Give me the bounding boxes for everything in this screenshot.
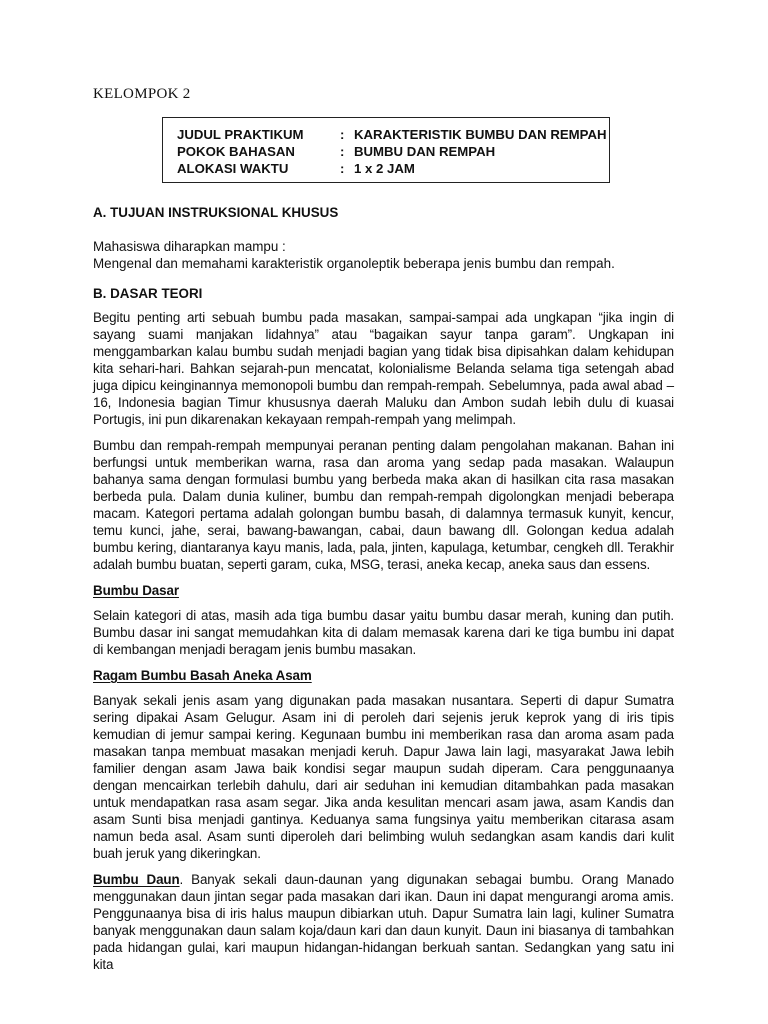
subheading-ragam-bumbu-basah: Ragam Bumbu Basah Aneka Asam [93, 668, 312, 683]
paragraph-bumbu-daun [93, 871, 674, 973]
info-separator: : [340, 127, 345, 142]
info-row-time [177, 160, 609, 177]
objective-line: Mengenal dan memahami karakteristik organoleptik beberapa jenis bumbu dan rempah. [93, 256, 615, 271]
practicum-info-box [162, 117, 610, 183]
paragraph-text: . Banyak sekali daun-daunan yang digunakan sebagai bumbu. Orang Manado menggunakan daun jintan segar pada masakan dari ikan. Daun ini dapat mengurangi aroma amis. Penggunaanya bisa di iris halus maupun dibiarkan utuh. Dapur Sumatra lain lagi, kuliner Sumatra banyak menggunakan daun salam koja/daun kari dan daun kunyit. Daun ini biasanya di tambahkan pada hidangan gulai, kari maupun hidangan-hidangan berkuah santan. Sedangkan yang satu ini kita [93, 872, 674, 972]
info-separator: : [340, 144, 345, 159]
subheading-bumbu-dasar: Bumbu Dasar [93, 583, 179, 598]
info-label: POKOK BAHASAN [177, 144, 295, 159]
info-row-title [177, 126, 609, 143]
info-label: ALOKASI WAKTU [177, 161, 289, 176]
info-value: 1 x 2 JAM [354, 161, 415, 176]
paragraph: Begitu penting arti sebuah bumbu pada masakan, sampai-sampai ada ungkapan “jika ingin di sayang suami manjakan lidahnya” atau “bagaikan sayur tanpa garam”. Ungkapan ini menggambarkan kalau bumbu sudah menjadi bagian yang tidak bisa dipisahkan dalam kehidupan kita sehari-hari. Bahkan sejarah-pun mencatat, kolonialisme Belanda selama tiga setengah abad juga dipicu keinginannya memonopoli bumbu dan rempah-rempah. Sebelumnya, pada awal abad –16, Indonesia bagian Timur khususnya daerah Maluku dan Ambon sudah lebih dulu di kuasai Portugis, ini pun dikarenakan kekayaan rempah-rempah yang melimpah. [93, 310, 674, 427]
section-a-body [93, 238, 683, 272]
info-separator: : [340, 161, 345, 176]
section-b-body [93, 309, 674, 982]
objective-line: Mahasiswa diharapkan mampu : [93, 239, 286, 254]
paragraph: Selain kategori di atas, masih ada tiga bumbu dasar yaitu bumbu dasar merah, kuning dan putih. Bumbu dasar ini sangat memudahkan kita di dalam memasak karena dari ke tiga bumbu ini dapat di kembangan menjadi beragam jenis bumbu masakan. [93, 608, 674, 657]
info-value: KARAKTERISTIK BUMBU DAN REMPAH [354, 127, 607, 142]
paragraph: Bumbu dan rempah-rempah mempunyai peranan penting dalam pengolahan makanan. Bahan ini berfungsi untuk memberikan warna, rasa dan aroma yang sedap pada masakan. Walaupun bahanya sama dengan formulasi bumbu yang berbeda maka akan di hasilkan cita rasa masakan berbeda pula. Dalam dunia kuliner, bumbu dan rempah-rempah digolongkan menjadi beberapa macam. Kategori pertama adalah golongan bumbu basah, di dalamnya termasuk kunyit, kencur, temu kunci, jahe, serai, bawang-bawangan, cabai, daun bawang dll. Golongan kedua adalah bumbu kering, diantaranya kayu manis, lada, pala, jinten, kapulaga, ketumbar, cengkeh dll. Terakhir adalah bumbu buatan, seperti garam, cuka, MSG, terasi, aneka kecap, aneka saus dan essens. [93, 438, 674, 572]
paragraph: Banyak sekali jenis asam yang digunakan pada masakan nusantara. Seperti di dapur Sumatra sering dipakai Asam Gelugur. Asam ini di peroleh dari sejenis jeruk keprok yang di iris tipis kemudian di jemur sampai kering. Kegunaan bumbu ini memberikan rasa dan aroma asam pada masakan tanpa membuat masakan menjadi keruh. Dapur Jawa lain lagi, masyarakat Jawa lebih familier dengan asam Jawa baik kondisi segar maupun sudah diperam. Cara penggunaanya dengan mencairkan terlebih dahulu, dari air seduhan ini kemudian ditambahkan pada masakan untuk mendapatkan rasa asam segar. Jika anda kesulitan mencari asam jawa, asam Kandis dan asam Sunti bisa menjadi gantinya. Keduanya sama fungsinya yaitu memberikan citarasa asam namun beda asal. Asam sunti diperoleh dari belimbing wuluh sedangkan asam kandis dari kulit buah jeruk yang dikeringkan. [93, 693, 674, 861]
section-b-heading: B. DASAR TEORI [93, 286, 203, 301]
info-value: BUMBU DAN REMPAH [354, 144, 496, 159]
info-label: JUDUL PRAKTIKUM [177, 127, 304, 142]
inline-heading-bumbu-daun: Bumbu Daun [93, 872, 180, 887]
group-label: KELOMPOK 2 [93, 86, 191, 102]
section-a-heading: A. TUJUAN INSTRUKSIONAL KHUSUS [93, 205, 339, 220]
info-row-topic [177, 143, 609, 160]
